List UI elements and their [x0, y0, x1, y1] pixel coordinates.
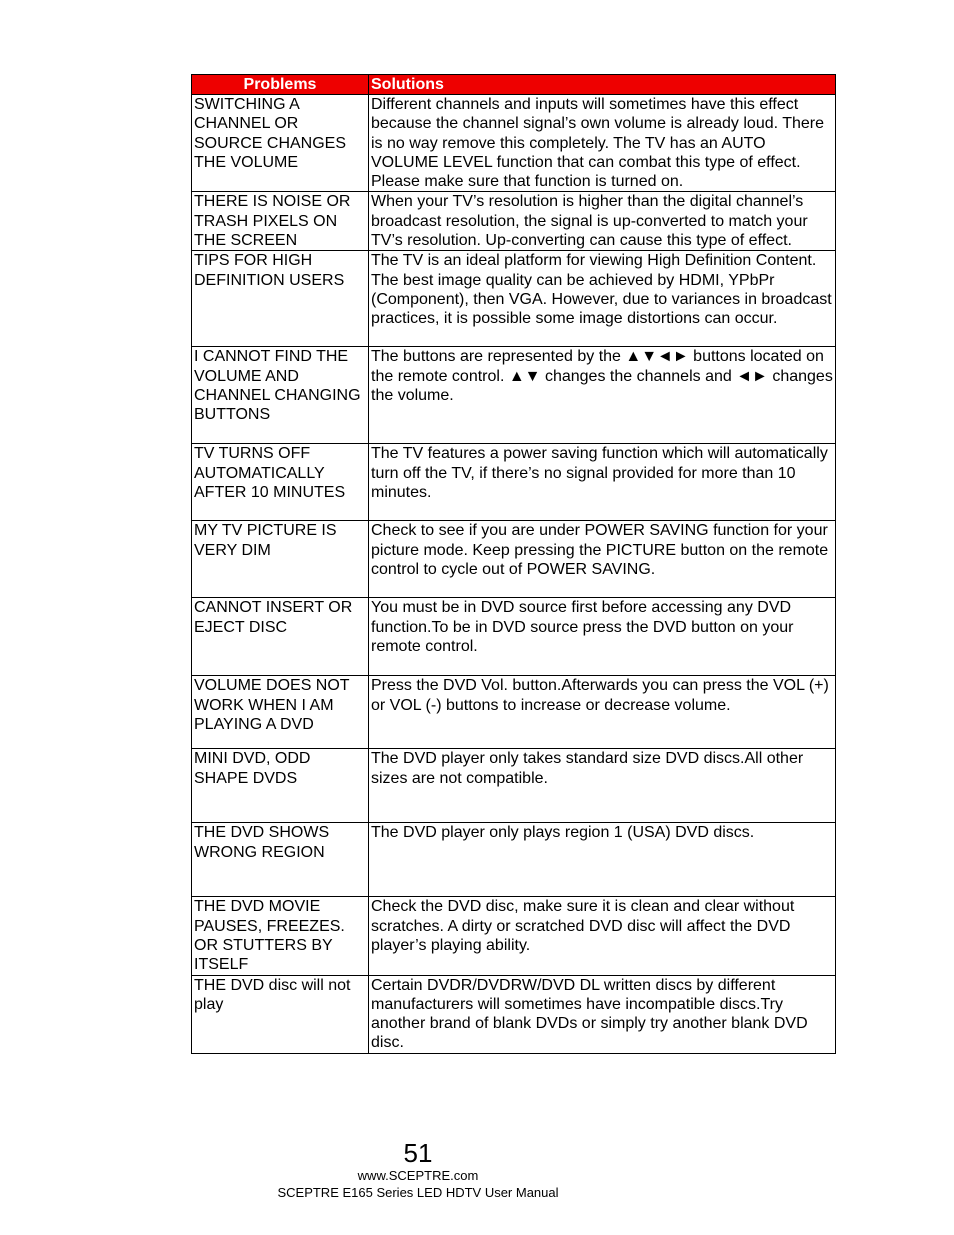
page-number: 51: [403, 1138, 433, 1168]
problem-cell: THE DVD MOVIE PAUSES, FREEZES. OR STUTTERS BY ITSELF: [192, 897, 369, 975]
table-header-row: [192, 75, 836, 95]
table-row: [192, 897, 836, 975]
problem-cell: THERE IS NOISE OR TRASH PIXELS ON THE SCREEN: [192, 192, 369, 251]
manual-title: SCEPTRE E165 Series LED HDTV User Manual: [277, 1185, 559, 1200]
solution-cell: The buttons are represented by the ▲▼◄► buttons located on the remote control. ▲▼ changes the channels and ◄► changes the volume.: [369, 347, 836, 444]
troubleshooting-table: [191, 74, 836, 1054]
table-row: [192, 347, 836, 444]
table-row: [192, 676, 836, 749]
table-row: [192, 749, 836, 823]
problem-cell: TIPS FOR HIGH DEFINITION USERS: [192, 251, 369, 347]
table-row: [192, 521, 836, 598]
website-text: www.SCEPTRE.com: [357, 1168, 479, 1183]
solution-cell: Press the DVD Vol. button.Afterwards you can press the VOL (+) or VOL (-) buttons to increase or decrease volume.: [369, 676, 836, 749]
problem-cell: THE DVD disc will not play: [192, 975, 369, 1053]
table-row: [192, 823, 836, 897]
solution-cell: Different channels and inputs will sometimes have this effect because the channel signal’s own volume is already loud. There is no way remove this completely. The TV has an AUTO VOLUME LEVEL function that can combat this type of effect. Please make sure that function is turned on.: [369, 95, 836, 192]
solution-cell: The DVD player only takes standard size DVD discs.All other sizes are not compatible.: [369, 749, 836, 823]
solution-cell: When your TV’s resolution is higher than the digital channel’s broadcast resolution, the signal is up-converted to match your TV’s resolution. Up-converting can cause this type of effect.: [369, 192, 836, 251]
header-solutions: Solutions: [369, 75, 836, 95]
solution-cell: Check the DVD disc, make sure it is clean and clear without scratches. A dirty or scratched DVD disc will affect the DVD player’s playing ability.: [369, 897, 836, 975]
problem-cell: SWITCHING A CHANNEL OR SOURCE CHANGES THE VOLUME: [192, 95, 369, 192]
problem-cell: I CANNOT FIND THE VOLUME AND CHANNEL CHANGING BUTTONS: [192, 347, 369, 444]
solution-cell: Certain DVDR/DVDRW/DVD DL written discs by different manufacturers will sometimes have incompatible discs.Try another brand of blank DVDs or simply try another blank DVD disc.: [369, 975, 836, 1053]
solution-cell: Check to see if you are under POWER SAVING function for your picture mode. Keep pressing the PICTURE button on the remote control to cycle out of POWER SAVING.: [369, 521, 836, 598]
table-row: [192, 975, 836, 1053]
table-row: [192, 95, 836, 192]
table-row: [192, 598, 836, 676]
problem-cell: MINI DVD, ODD SHAPE DVDS: [192, 749, 369, 823]
table-row: [192, 192, 836, 251]
problem-cell: CANNOT INSERT OR EJECT DISC: [192, 598, 369, 676]
header-problems: Problems: [192, 75, 369, 95]
table-row: [192, 444, 836, 521]
problem-cell: VOLUME DOES NOT WORK WHEN I AM PLAYING A DVD: [192, 676, 369, 749]
table-row: [192, 251, 836, 347]
solution-cell: You must be in DVD source first before accessing any DVD function.To be in DVD source press the DVD button on your remote control.: [369, 598, 836, 676]
solution-cell: The DVD player only plays region 1 (USA) DVD discs.: [369, 823, 836, 897]
solution-cell: The TV features a power saving function which will automatically turn off the TV, if there’s no signal provided for more than 10 minutes.: [369, 444, 836, 521]
solution-cell: The TV is an ideal platform for viewing High Definition Content. The best image quality can be achieved by HDMI, YPbPr (Component), then VGA. However, due to variances in broadcast practices, it is possible some image distortions can occur.: [369, 251, 836, 347]
problem-cell: MY TV PICTURE IS VERY DIM: [192, 521, 369, 598]
problem-cell: TV TURNS OFF AUTOMATICALLY AFTER 10 MINUTES: [192, 444, 369, 521]
problem-cell: THE DVD SHOWS WRONG REGION: [192, 823, 369, 897]
